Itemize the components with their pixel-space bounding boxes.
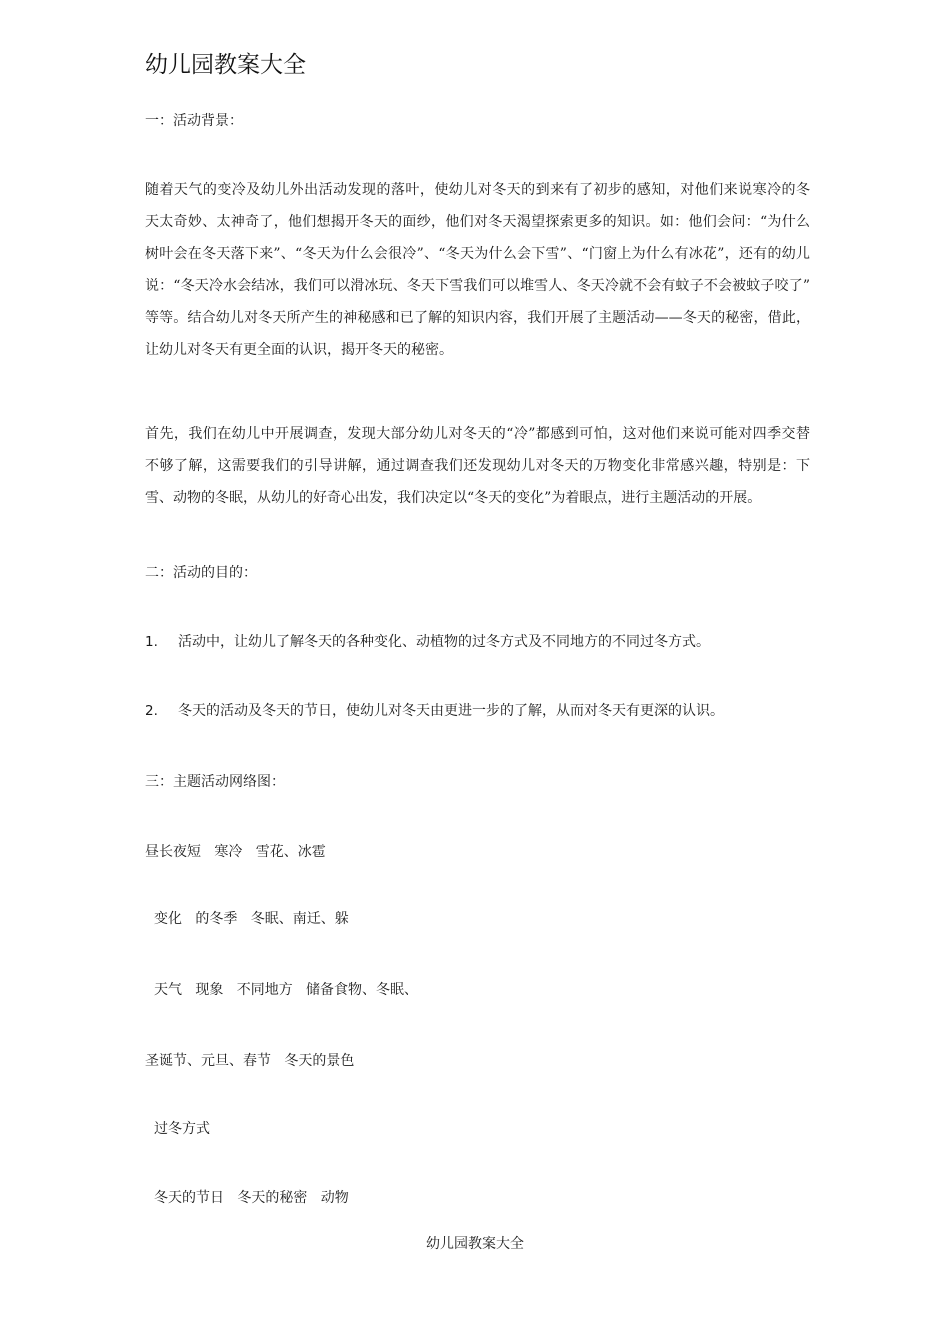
paragraph-line: 首先，我们在幼儿中开展调查，发现大部分幼儿对冬天的“冷”都感到可怕，这对他们来说可能对四季交替 [145, 426, 810, 442]
network-line: 变化 的冬季 冬眠、南迁、躲 [154, 911, 349, 927]
network-line: 过冬方式 [154, 1121, 210, 1137]
list-item [145, 701, 724, 721]
section-heading-network: 三：主题活动网络图： [145, 774, 285, 790]
list-number: 2. [145, 703, 158, 719]
list-number: 1. [145, 634, 158, 650]
paragraph-line: 随着天气的变冷及幼儿外出活动发现的落叶，使幼儿对冬天的到来有了初步的感知，对他们来说寒冷的冬 [145, 182, 810, 198]
paragraph-line: 等等。结合幼儿对冬天所产生的神秘感和已了解的知识内容，我们开展了主题活动——冬天的秘密，借此， [145, 310, 810, 326]
paragraph-line: 说：“冬天冷水会结冰，我们可以滑冰玩、冬天下雪我们可以堆雪人、冬天冷就不会有蚊子不会被蚊子咬了” [145, 278, 810, 294]
list-item [145, 632, 710, 652]
paragraph-line: 雪、动物的冬眠，从幼儿的好奇心出发，我们决定以“冬天的变化”为着眼点，进行主题活动的开展。 [145, 490, 762, 506]
paragraph-survey [145, 418, 810, 514]
network-line: 冬天的节日 冬天的秘密 动物 [154, 1190, 349, 1206]
network-line: 圣诞节、元旦、春节 冬天的景色 [145, 1053, 355, 1069]
paragraph-line: 树叶会在冬天落下来”、“冬天为什么会很冷”、“冬天为什么会下雪”、“门窗上为什么有冰花”，还有的幼儿 [145, 246, 810, 262]
paragraph-line: 天太奇妙、太神奇了，他们想揭开冬天的面纱，他们对冬天渴望探索更多的知识。如：他们会问：“为什么 [145, 214, 810, 230]
page-footer: 幼儿园教案大全 [426, 1236, 524, 1252]
network-line: 天气 现象 不同地方 储备食物、冬眠、 [154, 982, 419, 998]
network-line: 昼长夜短 寒冷 雪花、冰雹 [145, 844, 326, 860]
page-title: 幼儿园教案大全 [145, 52, 306, 78]
section-heading-background: 一：活动背景： [145, 113, 243, 129]
list-text: 活动中，让幼儿了解冬天的各种变化、动植物的过冬方式及不同地方的不同过冬方式。 [178, 634, 710, 650]
list-text: 冬天的活动及冬天的节日，使幼儿对冬天由更进一步的了解，从而对冬天有更深的认识。 [178, 703, 724, 719]
section-heading-goals: 二：活动的目的： [145, 565, 257, 581]
paragraph-line: 让幼儿对冬天有更全面的认识，揭开冬天的秘密。 [145, 342, 453, 358]
paragraph-line: 不够了解，这需要我们的引导讲解，通过调查我们还发现幼儿对冬天的万物变化非常感兴趣，特别是：下 [145, 458, 810, 474]
paragraph-background [145, 174, 810, 366]
